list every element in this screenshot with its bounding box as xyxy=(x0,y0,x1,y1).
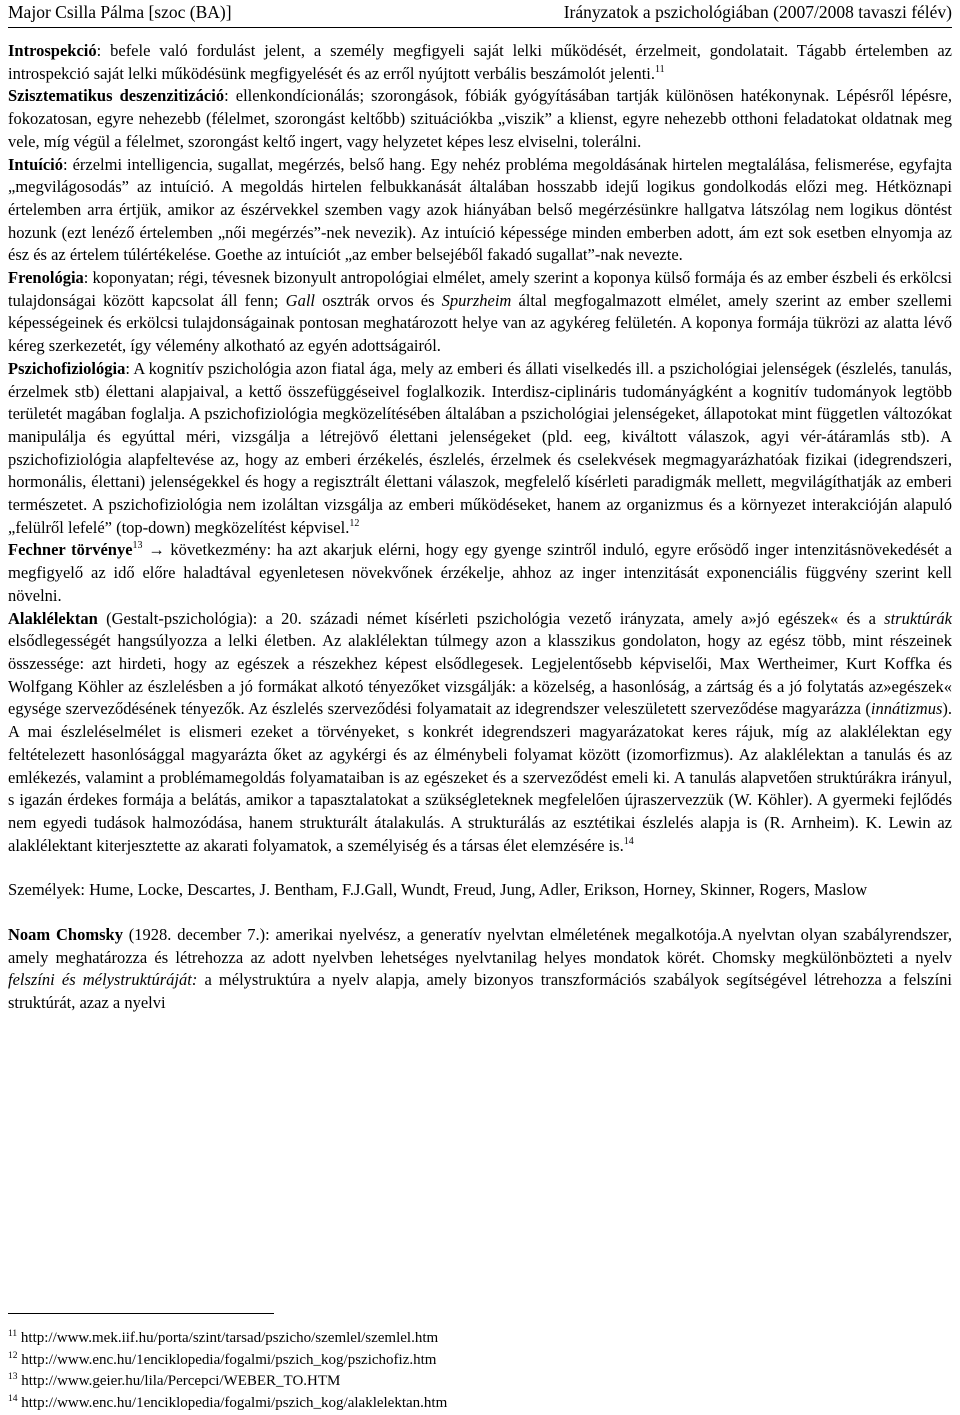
paragraph-text: : befele való fordulást jelent, a személy megfigyeli saját lelki működését, érzelmeit, gondolatait. Tágabb értelemben az introspekció saját lelki működésünk megfigyelését és az erről nyújtott verbális beszámolót jelenti. xyxy=(8,41,952,83)
paragraph-text: elsődlegességét hangsúlyozza a lelki életben. Az alaklélektan túlmegy azon a klasszikus gondolaton, hogy az egész több, mint részeinek összessége: azt hirdeti, hogy az egészek a részekhez képest elsődlegesek. Legjelentősebb képviselői, Max Wertheimer, Kurt Koffka és Wolfgang Köhler az észlelésben a jó formákat alkotó tényezőket vizsgálják: a közelség, a hasonlóság, a zártság és a jó folytatás az»egészek« egysége szerveződésének tényezők. Az észlelés szerveződési folyamatait az idegrendszer veleszületett szerveződése magyarázza ( xyxy=(8,631,952,719)
header-author: Major Csilla Pálma [szoc (BA)] xyxy=(8,2,232,22)
paragraph-text: a mélystruktúra a nyelv alapja, amely bizonyos transzformációs szabályok segítségével létrehozza a felszíni struktúrát, azaz a nyelvi xyxy=(8,970,952,1013)
header-divider xyxy=(8,27,952,28)
emphasis-text: Gall xyxy=(285,290,316,310)
document-body xyxy=(8,40,952,1015)
paragraph xyxy=(8,924,952,1015)
paragraph-text: által megfogalmazott elmélet, amely szerint az ember szellemi képességeinek és erkölcsi tulajdonságainak pontosan meghatározott helye van az agykéreg felületén. A koponya formája tükrözi az alatta lévő kéreg szerkezetét, így vélemény alkotható az egyén adottságairól. xyxy=(8,290,952,356)
paragraph xyxy=(8,539,952,607)
paragraph-text: (Gestalt-pszichológia): a 20. századi német kísérleti pszichológia vezető irányzata, amely a»jó egészek« és a xyxy=(97,608,885,628)
footnote-item xyxy=(8,1328,952,1350)
emphasis-text: struktúrák xyxy=(884,608,952,628)
paragraph xyxy=(8,267,952,358)
term-heading: Szisztematikus deszenzitizáció xyxy=(8,86,225,106)
paragraph xyxy=(8,608,952,858)
footnote-reference: 12 xyxy=(349,517,360,529)
footnote-link[interactable]: http://www.enc.hu/1enciklopedia/fogalmi/pszich_kog/alaklelektan.htm xyxy=(21,1394,448,1411)
paragraph-text: osztrák orvos és xyxy=(315,290,442,310)
paragraph xyxy=(8,358,952,540)
paragraph-text: : A kognitív pszichológia azon fiatal ága, mely az emberi és állati viselkedés ill. a pszichológiai jelenségek (észlelés, tanulás, érzelmek stb) élettani alapjaival, a kettő összefüggéseivel foglalkozik. Interdisz-ciplináris tudományágként a kognitív tudományok legtöbb területét magában foglalja. A pszichofiziológia megközelítésében általában a pszichológiai jelenségeket, állapotokat mint független változókat manipulálja és egyúttal méri, vizsgálja a létrejövő élettani jelenségeket (pld. eeg, kiváltott válaszok, agyi vér-átáramlás stb). A pszichofiziológia alapfeltevése az, hogy az emberi érzékelés, észlelés, érzelmek és cselekvések megmagyarázhatóak fizikai (idegrendszeri, hormonális, élettani) jelenségekkel és hogy a regisztrált élettani válaszok, megfelelő kísérleti paradigmák mellett, megvilágíthatják az emberi természetet. A pszichofiziológia nem izoláltan vizsgálja az emberi működéseket, hanem az organizmus és a környezet interakcióján alapuló „felülről lefelé” (top-down) megközelítést képvisel. xyxy=(8,358,952,537)
paragraph-text: : érzelmi intelligencia, sugallat, megérzés, belső hang. Egy nehéz probléma megoldásának hirtelen megtalálása, felismerése, egyfajta „megvilágosodás” az intuíció. A megoldás hirtelen felbukkanását általában hosszabb idejű logikus gondolkodás előzi meg. Hétköznapi értelemben arra értjük, amikor az észérvekkel szemben vagy azok hiányában belső megérzésünkre hallgatva látszólag nem logikus döntést hozunk (ezt lenéző értelemben „női megérzés”-nek nevezik). Az intuíció képessége minden emberben adott, ám ezt sok esetben elnyomja az ész és az értelem túlértékelése. Goethe az intuíciót „az ember belsejéből fakadó sugallat”-nak nevezte. xyxy=(8,154,952,265)
term-heading: Frenológia xyxy=(8,268,84,288)
footnote-link[interactable]: http://www.mek.iif.hu/porta/szint/tarsad/pszicho/szemlel/szemlel.htm xyxy=(20,1330,439,1346)
footnote-number: 14 xyxy=(8,1393,18,1404)
emphasis-text: felszíni és mélystruktúráját: xyxy=(8,970,198,990)
footnote-number: 11 xyxy=(8,1329,18,1339)
footnote-item xyxy=(8,1393,952,1415)
paragraph-spacer xyxy=(8,902,952,924)
footnote-number: 12 xyxy=(8,1350,18,1361)
emphasis-text: Spurzheim xyxy=(441,290,512,310)
paragraph xyxy=(8,154,952,268)
paragraph xyxy=(8,85,952,153)
paragraph-text: ). A mai észleléselmélet is elismeri ezeket a törvényeket, s konkrét idegrendszeri magyarázatokat keres rájuk, míg az alaklélektan egy feltételezett hasonlósággal magyarázta őket az agykérgi és az élménybeli folyamat között (izomorfizmus). Az alaklélektan a tanulás és az emlékezés, valamint a problémamegoldás folyamataiban is az egészeket és a szerveződést emeli ki. A tanulás alapvetően struktúrákra irányul, s igazán érdekes formája a belátás, amikor a tapasztalatokat a szükségleteknek megfelelően újraszervezzük (W. Köhler). A gyermeki fejlődés nem egyedi tudások halmozódása, hanem strukturált átalakulás. A strukturálás az esztétikai észlelés alapja is (R. Arnheim). K. Lewin az alaklélektant kiterjesztette az akarati folyamatok, a személyiség és a társas élet elemzésére is. xyxy=(8,699,952,855)
term-heading: Introspekció xyxy=(8,41,97,60)
footnote-number: 13 xyxy=(8,1372,18,1382)
footnote-item xyxy=(8,1371,952,1393)
footnote-link[interactable]: http://www.enc.hu/1enciklopedia/fogalmi/pszich_kog/pszichofiz.htm xyxy=(21,1351,437,1368)
footnote-link[interactable]: http://www.geier.hu/lila/Percepci/WEBER_TO.HTM xyxy=(21,1373,341,1389)
footnotes xyxy=(8,1328,952,1414)
emphasis-text: innátizmus xyxy=(870,699,943,719)
paragraph-text: : ellenkondícionálás; szorongások, fóbiák gyógyításában tartják különösen hatékonynak. Lépésről lépésre, fokozatosan, egyre nehezebb (félelmet, szorongást keltőbb) szituációkba „viszik” a klienst, egyre nehezebb otthoni feladatokat oldatnak meg vele, míg végül a félelmet, szorongást keltő ingert, vagy helyzetet képes lesz elviselni, tolerálni. xyxy=(8,86,952,151)
paragraph-text: Személyek: Hume, Locke, Descartes, J. Bentham, F.J.Gall, Wundt, Freud, Jung, Adler, Erikson, Horney, Skinner, Rogers, Maslow xyxy=(8,880,868,900)
paragraph-spacer xyxy=(8,857,952,879)
page-header xyxy=(8,0,952,26)
term-heading: Intuíció xyxy=(8,154,64,174)
term-heading: Fechner törvénye xyxy=(8,540,133,560)
term-heading: Noam Chomsky xyxy=(8,925,123,945)
paragraph-text: → következmény: ha azt akarjuk elérni, hogy egy gyenge szintről induló, egyre erősödő inger intenzitásnövekedését a megfigyelő az idő előre haladtával egyenletesen növekvőnek érzékelje, ahhoz az inger intenzitását exponenciális függvény szerint kell növelni. xyxy=(8,540,952,605)
term-heading: Pszichofiziológia xyxy=(8,358,126,378)
footnote-reference: 11 xyxy=(655,63,665,75)
footnote-divider xyxy=(8,1313,274,1314)
paragraph xyxy=(8,879,952,902)
paragraph xyxy=(8,40,952,85)
term-heading: Alaklélektan xyxy=(8,608,98,628)
paragraph-text: (1928. december 7.): amerikai nyelvész, a generatív nyelvtan elméletének megalkotója.A nyelvtan olyan szabályrendszer, amely meghatározza és létrehozza az adott nyelvben lehetséges nyelvtanilag helyes mondatok körét. Chomsky megkülönbözteti a nyelv xyxy=(8,925,952,967)
paragraph-text: : koponyatan; régi, tévesnek bizonyult antropológiai elmélet, amely szerint a koponya külső formája és az ember észbeli és erkölcsi tulajdonságai között kapcsolat áll fenn; xyxy=(8,268,952,310)
footnote-reference: 13 xyxy=(132,540,143,552)
footnote-item xyxy=(8,1350,952,1372)
footnote-reference: 14 xyxy=(623,835,634,847)
header-course-title: Irányzatok a pszichológiában (2007/2008 tavaszi félév) xyxy=(563,2,952,22)
